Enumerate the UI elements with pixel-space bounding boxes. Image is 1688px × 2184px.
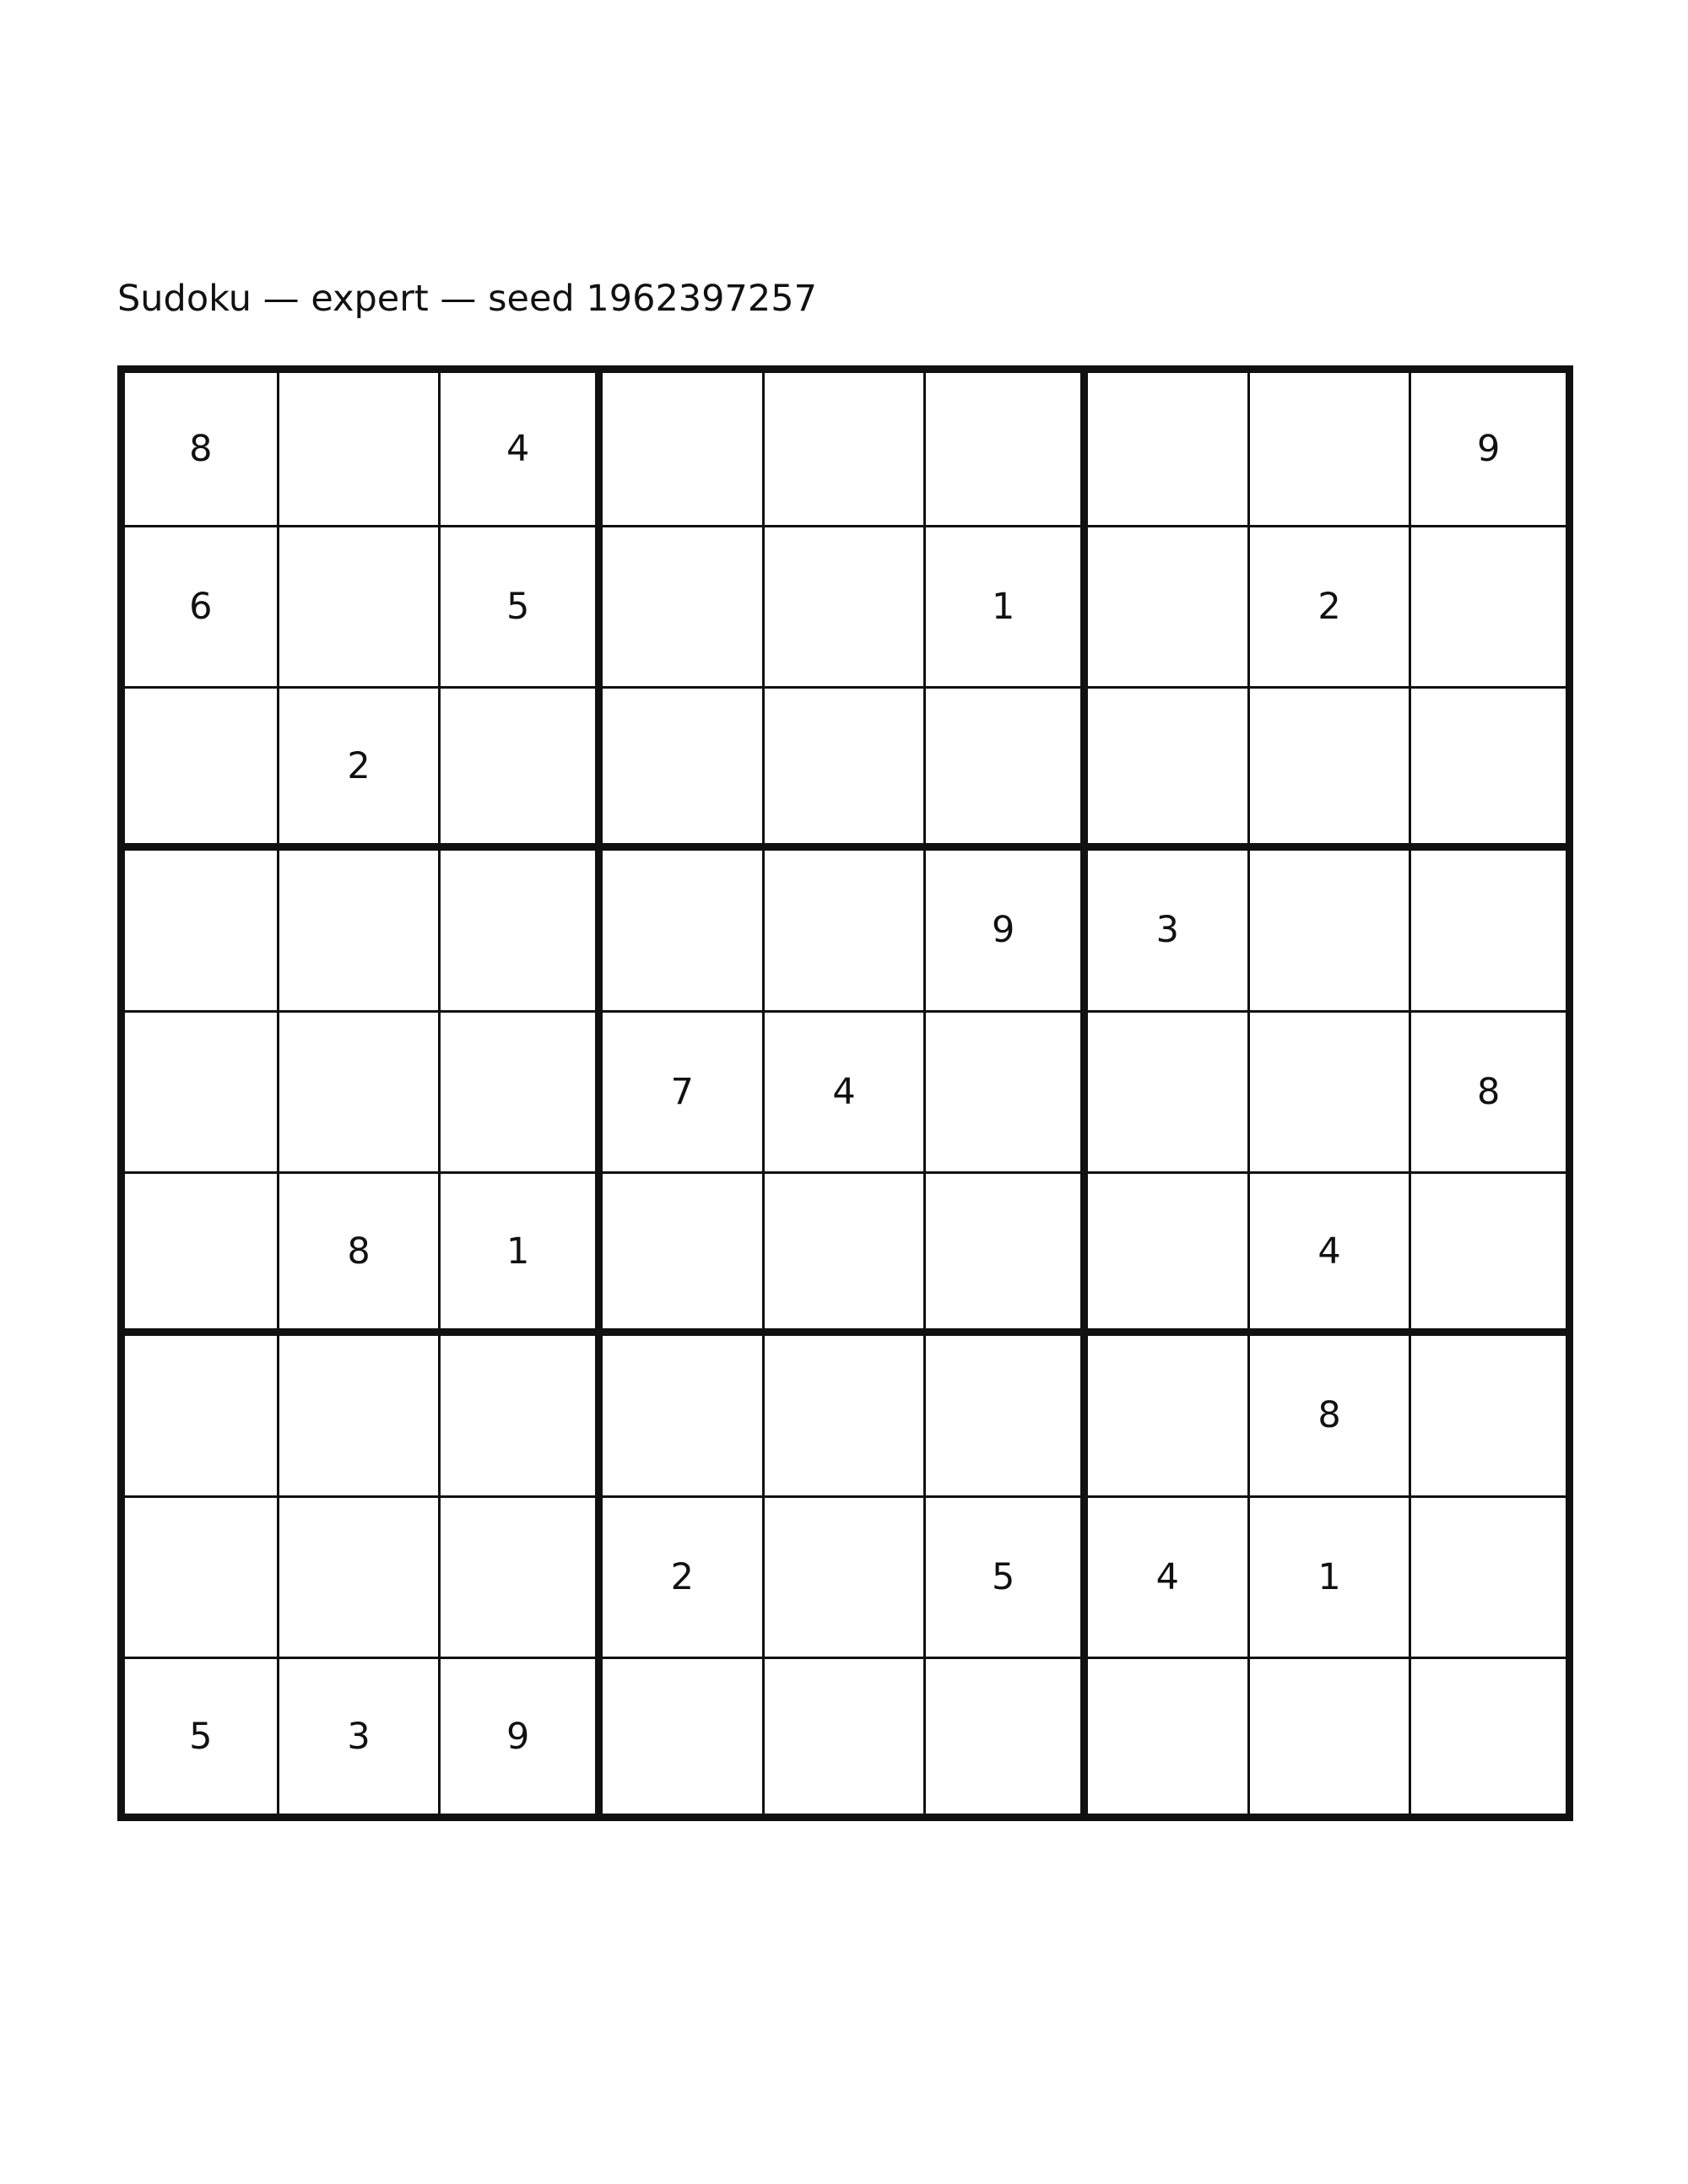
sudoku-cell-r9c7[interactable]	[1088, 1659, 1250, 1821]
sudoku-cell-r9c3[interactable]: 9	[441, 1659, 603, 1821]
sudoku-cell-r3c2[interactable]: 2	[279, 689, 441, 851]
sudoku-cell-r9c6[interactable]	[926, 1659, 1088, 1821]
sudoku-cell-r9c5[interactable]	[765, 1659, 927, 1821]
sudoku-cell-r5c9[interactable]: 8	[1411, 1013, 1573, 1175]
sudoku-cell-r6c9[interactable]	[1411, 1174, 1573, 1336]
sudoku-cell-r8c5[interactable]	[765, 1498, 927, 1660]
sudoku-cell-r1c3[interactable]: 4	[441, 365, 603, 527]
sudoku-cell-r3c4[interactable]	[603, 689, 765, 851]
sudoku-cell-r4c6[interactable]: 9	[926, 851, 1088, 1013]
sudoku-cell-r1c7[interactable]	[1088, 365, 1250, 527]
sudoku-cell-r9c2[interactable]: 3	[279, 1659, 441, 1821]
sudoku-cell-r6c4[interactable]	[603, 1174, 765, 1336]
sudoku-cell-r7c6[interactable]	[926, 1336, 1088, 1498]
sudoku-cell-r8c4[interactable]: 2	[603, 1498, 765, 1660]
sudoku-cell-r7c7[interactable]	[1088, 1336, 1250, 1498]
sudoku-cell-r9c9[interactable]	[1411, 1659, 1573, 1821]
sudoku-cell-r1c9[interactable]: 9	[1411, 365, 1573, 527]
sudoku-cell-r1c5[interactable]	[765, 365, 927, 527]
sudoku-cell-r8c7[interactable]: 4	[1088, 1498, 1250, 1660]
sudoku-cell-r4c5[interactable]	[765, 851, 927, 1013]
sudoku-cell-r1c1[interactable]: 8	[117, 365, 279, 527]
sudoku-cell-r2c3[interactable]: 5	[441, 527, 603, 689]
sudoku-cell-r8c9[interactable]	[1411, 1498, 1573, 1660]
sudoku-cell-r4c4[interactable]	[603, 851, 765, 1013]
sudoku-cell-r6c1[interactable]	[117, 1174, 279, 1336]
sudoku-cell-r3c6[interactable]	[926, 689, 1088, 851]
sudoku-cell-r3c7[interactable]	[1088, 689, 1250, 851]
sudoku-cell-r5c4[interactable]: 7	[603, 1013, 765, 1175]
sudoku-cell-r8c1[interactable]	[117, 1498, 279, 1660]
sudoku-cell-r3c3[interactable]	[441, 689, 603, 851]
sudoku-cell-r6c5[interactable]	[765, 1174, 927, 1336]
sudoku-cell-r1c8[interactable]	[1250, 365, 1412, 527]
sudoku-cell-r5c2[interactable]	[279, 1013, 441, 1175]
sudoku-cell-r5c3[interactable]	[441, 1013, 603, 1175]
sudoku-cell-r7c4[interactable]	[603, 1336, 765, 1498]
sudoku-cell-r3c1[interactable]	[117, 689, 279, 851]
sudoku-cell-r6c6[interactable]	[926, 1174, 1088, 1336]
sudoku-cell-r6c8[interactable]: 4	[1250, 1174, 1412, 1336]
sudoku-cell-r8c6[interactable]: 5	[926, 1498, 1088, 1660]
sudoku-cell-r7c2[interactable]	[279, 1336, 441, 1498]
sudoku-cell-r5c5[interactable]: 4	[765, 1013, 927, 1175]
sudoku-cell-r2c1[interactable]: 6	[117, 527, 279, 689]
sudoku-cell-r5c6[interactable]	[926, 1013, 1088, 1175]
sudoku-cell-r5c8[interactable]	[1250, 1013, 1412, 1175]
sudoku-cell-r2c4[interactable]	[603, 527, 765, 689]
sudoku-cell-r2c6[interactable]: 1	[926, 527, 1088, 689]
sudoku-cell-r4c9[interactable]	[1411, 851, 1573, 1013]
puzzle-title: Sudoku — expert — seed 1962397257	[117, 278, 817, 320]
sudoku-cell-r4c3[interactable]	[441, 851, 603, 1013]
sudoku-cell-r8c3[interactable]	[441, 1498, 603, 1660]
sudoku-cell-r4c8[interactable]	[1250, 851, 1412, 1013]
sudoku-cell-r2c7[interactable]	[1088, 527, 1250, 689]
sudoku-cell-r9c8[interactable]	[1250, 1659, 1412, 1821]
sudoku-cell-r3c8[interactable]	[1250, 689, 1412, 851]
sudoku-cell-r2c5[interactable]	[765, 527, 927, 689]
sudoku-cell-r7c1[interactable]	[117, 1336, 279, 1498]
sudoku-cell-r1c6[interactable]	[926, 365, 1088, 527]
sudoku-cell-r8c8[interactable]: 1	[1250, 1498, 1412, 1660]
sudoku-cell-r7c5[interactable]	[765, 1336, 927, 1498]
sudoku-cell-r4c1[interactable]	[117, 851, 279, 1013]
sudoku-cell-r6c7[interactable]	[1088, 1174, 1250, 1336]
sudoku-cell-r2c2[interactable]	[279, 527, 441, 689]
sudoku-cell-r4c7[interactable]: 3	[1088, 851, 1250, 1013]
sudoku-cell-r4c2[interactable]	[279, 851, 441, 1013]
sudoku-cell-r9c4[interactable]	[603, 1659, 765, 1821]
sudoku-cell-r3c5[interactable]	[765, 689, 927, 851]
sudoku-cell-r5c7[interactable]	[1088, 1013, 1250, 1175]
sudoku-board	[117, 365, 1573, 1821]
sudoku-cell-r7c3[interactable]	[441, 1336, 603, 1498]
sudoku-cell-r7c9[interactable]	[1411, 1336, 1573, 1498]
sudoku-cell-r6c3[interactable]: 1	[441, 1174, 603, 1336]
sudoku-cell-r9c1[interactable]: 5	[117, 1659, 279, 1821]
sudoku-cell-r6c2[interactable]: 8	[279, 1174, 441, 1336]
sudoku-cell-r5c1[interactable]	[117, 1013, 279, 1175]
sudoku-cell-r8c2[interactable]	[279, 1498, 441, 1660]
sudoku-cell-r2c8[interactable]: 2	[1250, 527, 1412, 689]
sudoku-cell-r1c4[interactable]	[603, 365, 765, 527]
sudoku-cell-r1c2[interactable]	[279, 365, 441, 527]
sudoku-cell-r3c9[interactable]	[1411, 689, 1573, 851]
sudoku-cell-r2c9[interactable]	[1411, 527, 1573, 689]
sudoku-cell-r7c8[interactable]: 8	[1250, 1336, 1412, 1498]
